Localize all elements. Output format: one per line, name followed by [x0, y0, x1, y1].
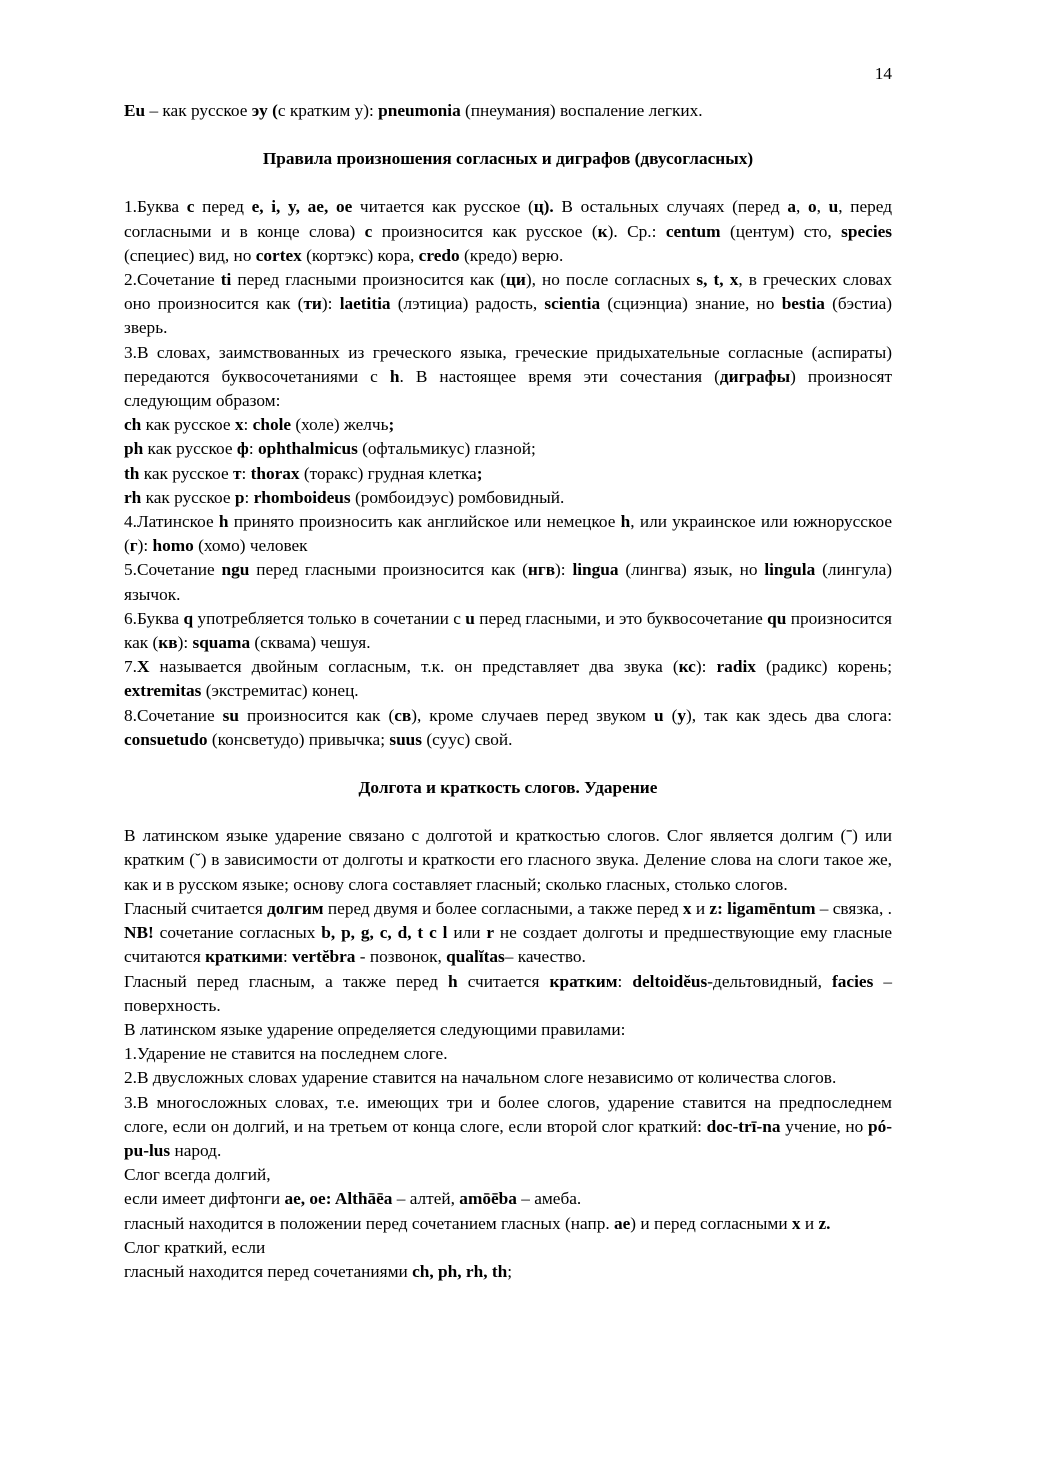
bold-term: ch, ph, rh, th [412, 1261, 508, 1281]
bold-term: Eu [124, 101, 146, 120]
bold-term: ae [613, 1213, 631, 1233]
text-run: (лингва) язык, но [618, 560, 765, 580]
text-run: : [283, 947, 293, 967]
bold-term: диграфы [719, 366, 791, 386]
text-run: В остальных случаях (перед [553, 197, 788, 217]
bold-term: ph [124, 439, 144, 459]
text-run: (кортэкс) кора, [301, 245, 419, 265]
text-run: с кратким у): [277, 101, 379, 120]
bold-term: у [677, 705, 687, 725]
paragraph [124, 486, 892, 510]
text-run: гласный находится перед сочетаниями [124, 1261, 413, 1281]
text-run: перед двумя и более согласными, а также перед [323, 898, 683, 918]
text-run: ). Ср.: [607, 221, 666, 241]
bold-term: cortex [255, 245, 302, 265]
paragraph [124, 655, 892, 703]
paragraph [124, 1042, 892, 1066]
text-run: , [816, 197, 829, 217]
bold-term: ; [476, 463, 483, 483]
text-run: 2.Сочетание [124, 270, 221, 290]
bold-term: NB! [124, 923, 154, 943]
bold-term: ци [505, 270, 526, 290]
bold-term: св [394, 705, 412, 725]
section-spacer [124, 800, 892, 824]
text-run: если имеет дифтонги [124, 1189, 285, 1209]
text-run: ): [177, 633, 193, 653]
text-run: (радикс) корень; [755, 657, 892, 677]
bold-term: rhomboideus [253, 487, 351, 507]
text-run: 8.Сочетание [124, 705, 223, 725]
paragraph [124, 1066, 892, 1090]
paragraph [124, 1212, 892, 1236]
bold-term: h [620, 512, 631, 532]
text-run: народ. [170, 1140, 222, 1160]
text-run: гласный находится в положении перед сочетанием гласных (напр. [124, 1213, 614, 1233]
text-run: как русское [139, 463, 233, 483]
paragraph [124, 1163, 892, 1187]
bold-term: кс [678, 657, 696, 677]
section-spacer [124, 123, 892, 147]
text-run: перед гласными произносится как ( [249, 560, 528, 580]
bold-term: radix [716, 657, 756, 677]
text-run: : [248, 439, 258, 459]
text-run: учение, но [780, 1116, 868, 1136]
text-run: 4.Латинское [124, 512, 219, 532]
text-run: . В настоящее время эти сочестания ( [399, 366, 720, 386]
bold-term: г [129, 536, 138, 556]
bold-term: с [186, 197, 195, 217]
text-run: читается как русское ( [352, 197, 534, 217]
bold-term: т [232, 463, 242, 483]
section-spacer [124, 171, 892, 195]
bold-term: ˉ [846, 826, 853, 846]
text-run: В латинском языке ударение определяется следующими правилами: [124, 1019, 626, 1039]
text-run: (экстремитас) конец. [201, 681, 359, 701]
text-run: – поверхность. [124, 971, 893, 1015]
bold-term: кв [158, 633, 178, 653]
bold-term: th [124, 463, 140, 483]
bold-term: doc-trī-na [706, 1116, 781, 1136]
text-run: , [796, 197, 808, 217]
paragraph [124, 824, 892, 897]
bold-term: h [389, 366, 400, 386]
text-run: ), но после согласных [525, 270, 697, 290]
paragraph [124, 195, 892, 268]
text-run: ), кроме случаев перед звуком [411, 705, 654, 725]
text-run: 3.В словах, заимствованных из греческого языка, греческие придыхательные согласные (аспираты) передаются буквосочетаниями с [124, 342, 892, 386]
text-run: Гласный считается [124, 898, 268, 918]
text-run: – связка, . [815, 898, 892, 918]
bold-term: consuetudo [124, 729, 208, 749]
paragraph [124, 268, 892, 341]
bold-term: z. [818, 1213, 831, 1233]
text-run: Слог всегда долгий, [124, 1165, 271, 1185]
text-run: перед [194, 197, 252, 217]
bold-term: su [222, 705, 239, 725]
bold-term: c [364, 221, 373, 241]
text-run: : [241, 463, 251, 483]
bold-term: ti [220, 270, 232, 290]
bold-term: a [787, 197, 796, 217]
text-run: (офтальмикус) глазной; [357, 439, 536, 459]
bold-term: e, i, y, ae, oe [251, 197, 353, 217]
paragraph [124, 921, 892, 969]
text-run: 1.Ударение не ставится на последнем слоге. [124, 1044, 448, 1064]
text-run: (пнеумания) воспаление легких. [460, 101, 703, 120]
paragraph [124, 704, 892, 752]
text-run: (консветудо) привычка; [207, 729, 390, 749]
text-run: : [617, 971, 633, 991]
text-run: (холе) желчь [291, 415, 389, 435]
bold-term: amōēba [459, 1189, 517, 1209]
bold-term: х [234, 415, 244, 435]
text-run: , перед согласными и в конце слова) [124, 197, 893, 241]
text-run: , в греческих словах оно произносится как ( [124, 270, 892, 314]
bold-term: b, p, g, c, d, t c l [321, 923, 448, 943]
bold-term: к [597, 221, 608, 241]
bold-term: species [841, 221, 893, 241]
bold-term: долгим [267, 898, 324, 918]
paragraph [124, 1187, 892, 1211]
section-heading: Правила произношения согласных и диграфов (двусогласных) [262, 149, 754, 169]
bold-term: facies [832, 971, 874, 991]
text-run: ): [137, 536, 153, 556]
text-run: ) произносят следующим образом: [124, 366, 893, 411]
bold-term: bestia [781, 294, 825, 314]
bold-term: pneumonia [378, 101, 461, 120]
text-run: Слог краткий, если [124, 1237, 266, 1257]
bold-term: z: ligamēntum [709, 898, 816, 918]
text-run: ) и перед согласными [630, 1213, 792, 1233]
bold-term: chole [252, 415, 292, 435]
section-spacer [124, 752, 892, 776]
bold-term: lingula [764, 560, 816, 580]
paragraph [124, 99, 892, 123]
bold-term: lingua [572, 560, 619, 580]
text-run: или [447, 923, 487, 943]
text-run: : [244, 487, 254, 507]
paragraph [124, 341, 892, 414]
text-run: перед гласными произносится как ( [231, 270, 506, 290]
bold-term: кратким [549, 971, 618, 991]
bold-term: suus [389, 729, 423, 749]
text-run: – амеба. [516, 1189, 582, 1209]
bold-term: ; [388, 415, 395, 435]
text-run: (сквама) чешуя. [250, 633, 371, 653]
bold-term: vertĕbra [292, 947, 356, 967]
text-run: ), так как здесь два слога: [686, 705, 893, 725]
text-run: 5.Сочетание [124, 560, 222, 580]
text-run: как русское [143, 439, 237, 459]
bold-term: ф [236, 439, 249, 459]
text-run: (бэстиа) зверь. [124, 294, 892, 338]
bold-term: q [183, 608, 194, 628]
text-run: 7. [124, 657, 137, 677]
text-run: (суус) свой. [422, 729, 513, 749]
paragraph [124, 897, 892, 921]
bold-term: u [654, 705, 664, 725]
bold-term: r [486, 923, 495, 943]
text-run: - позвонок, [355, 947, 447, 967]
text-run: как русское [141, 487, 235, 507]
bold-term: centum [665, 221, 721, 241]
text-run: – как русское [145, 101, 252, 120]
bold-term: нгв [527, 560, 556, 580]
bold-term: extremitas [124, 681, 202, 701]
text-run: как русское [141, 415, 235, 435]
bold-term: ц). [533, 197, 554, 217]
bold-term: pó-pu-lus [124, 1116, 892, 1160]
bold-term: u [465, 608, 475, 628]
bold-term: scientia [544, 294, 601, 314]
text-run: ( [663, 705, 678, 725]
text-run: 2.В двусложных словах ударение ставится на начальном слоге независимо от количества слогов. [124, 1068, 837, 1088]
text-run: ; [507, 1261, 513, 1281]
text-run: принято произносить как английское или немецкое [228, 512, 621, 532]
document-body [124, 99, 892, 1284]
paragraph [124, 558, 892, 606]
bold-term: s, t, x [696, 270, 739, 290]
text-run: ) или кратким (˘) в зависимости от долготы и краткости его гласного звука. Деление слова на слоги такое же, как и в русском языке; основу слога составляет гласный; сколько гласных, столько слогов. [124, 826, 892, 894]
bold-term: ch [124, 415, 142, 435]
bold-term: qualĭtas [446, 947, 505, 967]
paragraph [124, 1091, 892, 1164]
bold-term: ngu [221, 560, 250, 580]
text-run: называется двойным согласным, т.к. он представляет два звука ( [149, 657, 679, 677]
text-run: 3.В многосложных словах, т.е. имеющих три и более слогов, ударение ставится на предпоследнем слоге, если он долгий, и на третьем от конца слоге, если второй слог краткий: [124, 1092, 892, 1136]
bold-term: rh [124, 487, 142, 507]
bold-term: h [448, 971, 458, 991]
text-run: – алтей, [392, 1189, 460, 1209]
text-run: считается [457, 971, 550, 991]
page-number: 14 [874, 64, 892, 83]
paragraph [124, 413, 892, 437]
text-run: перед гласными, и это буквосочетание [474, 608, 768, 628]
paragraph [124, 437, 892, 461]
text-run: ): [555, 560, 573, 580]
paragraph [124, 607, 892, 655]
bold-term: краткими [205, 947, 283, 967]
text-run: -дельтовидный, [707, 971, 833, 991]
bold-term: эу ( [251, 101, 278, 120]
bold-term: x [682, 898, 692, 918]
text-run: (кредо) верю. [459, 245, 564, 265]
text-run: (лингула) язычок. [124, 560, 893, 604]
text-run: ): [695, 657, 717, 677]
bold-term: x [791, 1213, 801, 1233]
bold-term: ти [303, 294, 322, 314]
bold-term: squama [192, 633, 251, 653]
text-run: 1.Буква [124, 197, 187, 217]
paragraph [124, 970, 892, 1018]
paragraph [124, 1260, 892, 1284]
text-run: (торакс) грудная клетка [299, 463, 477, 483]
bold-term: deltoidĕus [632, 971, 708, 991]
text-run: употребляется только в сочетании с [193, 608, 466, 628]
text-run: произносится как русское ( [372, 221, 598, 241]
text-run: (специес) вид, но [124, 245, 256, 265]
section-heading: Долгота и краткость слогов. Ударение [358, 778, 658, 798]
text-run: , или украинское или южнорусское ( [124, 512, 893, 556]
paragraph [124, 462, 892, 486]
text-run: (центум) сто, [720, 221, 842, 241]
text-run: и [800, 1213, 819, 1233]
text-run: сочетание согласных [153, 923, 322, 943]
text-run: и [691, 898, 710, 918]
text-run: В латинском языке ударение связано с долготой и краткостью слогов. Слог является долгим ( [124, 826, 847, 846]
bold-term: ophthalmicus [257, 439, 358, 459]
text-run: – качество. [504, 947, 586, 967]
bold-term: X [136, 657, 150, 677]
paragraph [124, 1236, 892, 1260]
bold-term: qu [767, 608, 787, 628]
text-run: (ромбоидэус) ромбовидный. [350, 487, 565, 507]
bold-term: o [807, 197, 817, 217]
text-run: произносится как ( [124, 608, 892, 653]
bold-term: thorax [250, 463, 300, 483]
text-run: (лэтициа) радость, [390, 294, 545, 314]
bold-term: u [828, 197, 839, 217]
text-run: ): [321, 294, 340, 314]
bold-term: ae, oe: Althāēa [284, 1189, 393, 1209]
bold-term: laetitia [339, 294, 391, 314]
bold-term: homo [152, 536, 194, 556]
text-run: (сциэнциа) знание, но [600, 294, 782, 314]
text-run: не создает долготы и предшествующие ему гласные считаются [124, 923, 893, 967]
text-run: (хомо) человек [193, 536, 308, 556]
bold-term: h [218, 512, 229, 532]
text-run: Гласный перед гласным, а также перед [124, 971, 448, 991]
paragraph [124, 1018, 892, 1042]
paragraph [124, 510, 892, 558]
text-run: 6.Буква [124, 608, 184, 628]
bold-term: р [234, 487, 245, 507]
text-run: произносится как ( [239, 705, 395, 725]
bold-term: credo [418, 245, 460, 265]
text-run: : [243, 415, 253, 435]
